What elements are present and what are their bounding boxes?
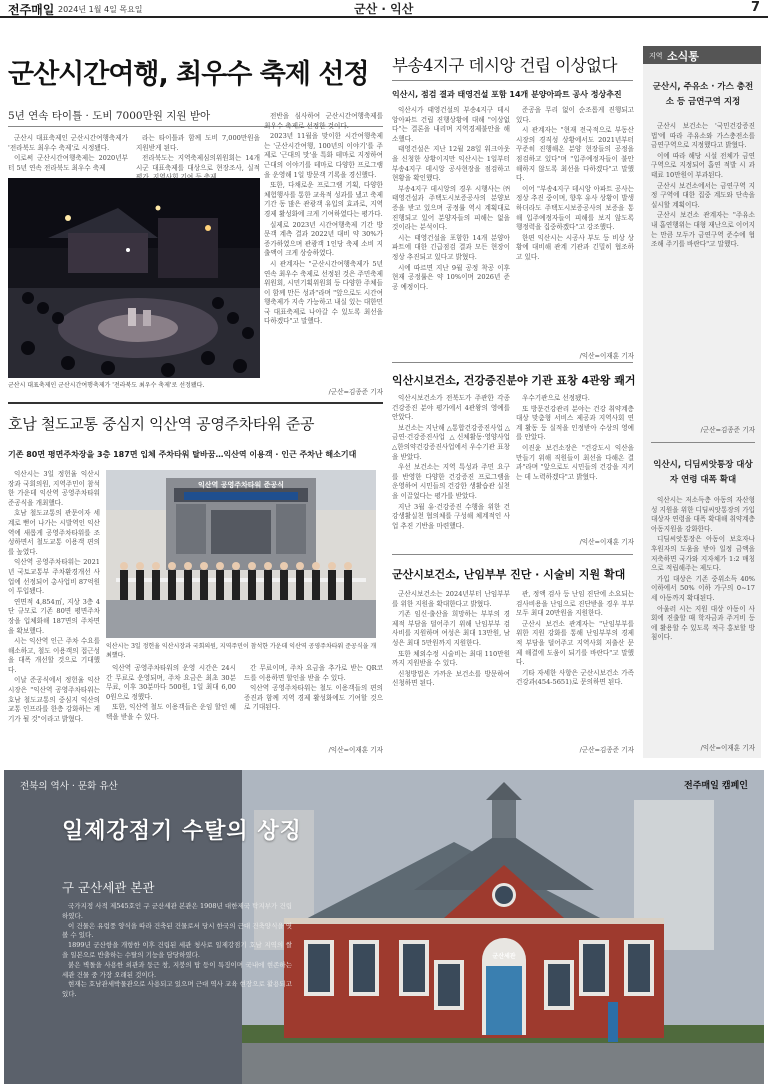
a1-headline: 군산시간여행, 최우수 축제 선정 [8,59,369,90]
sidebar-item-2-body: 익산시는 저소득층 아동의 자산형성 지원을 위한 디딤씨앗통장의 가입대상자 연령을 대폭 확대해 취약계층 아동지원을 강화한다. 디딤씨앗통장은 아동이 보호자나 후원자의 도움을 받아 일정 금액을 저축하면 국가와 지자체가 1:2 매칭으로 적립해주는 제도다. 가입 대상은 기존 중위소득 40% 이하에서 50% 이하 가구의 0~17세 아동까지 확대된다. 아울러 시는 지원 대상 아동이 사회에 진출할 때 학자금과 주거비 등에 활용할 수 있도록 적극 홍보할 방침이다. [651,496,755,642]
a3-byline: /익산=이재훈 기자 [579,538,634,546]
a1-byline: /군산=김종준 기자 [328,388,383,396]
a2-subheadline: 익산시, 점검 결과 태영건설 포함 14개 분양아파트 공사 정상추진 [392,90,622,99]
a4-column-3: 간 무료이며, 주차 요금을 추가로 받는 QR코드를 이용하면 할인을 받을 수 있다. 익산역 공영주차타워는 철도 이용객들의 편의 증진과 함께 지역 경제 활성화에도 기여할 것으로 기대된다. [244,664,383,712]
feature-campaign-label: 전주매일 캠페인 [684,781,748,791]
page-number: 7 [750,0,760,15]
building-sign: 군산세관 [492,953,516,960]
a1-subheadline: 5년 연속 타이틀 · 도비 7000만원 지원 받아 [8,110,211,122]
sidebar-item-2-byline: /익산=이재훈 기자 [700,744,755,752]
a4-column-2: 익산역 공영주차타워의 운영 시간은 24시간 무료로 운영되며, 주차 요금은 최초 30분 무료, 이후 30분마다 500원, 1일 최대 6,000원으로 정했다. 또한, 익산역 철도 이용객들은 운임 할인 혜택을 받을 수 있다. [106,664,236,721]
a5-headline: 군산시보건소, 난임부부 진단 · 시술비 지원 확대 [392,568,626,581]
heritage-feature [4,770,764,1084]
a2-headline: 부송4지구 데시앙 건립 이상없다 [392,56,617,75]
a2-byline: /익산=이재훈 기자 [579,352,634,360]
a1-column-3: 전반을 심사하여 군산시간여행축제를 최우수 축제로 선정한 것이다. 2023년 11월을 맞이한 시간여행축제는 '군산시간여행, 100년의 이야기'를 주제로 '근대의 맛'을 특화 테마로 지정하여 근대의 이야기를 테마로 다양한 프로그램을 운영해 1일 방문객 기록을 경신했다. 또한, 다채로운 프로그램 기획, 다양한 체험행사를 통한 교육적 성과를 냈고 축제기간 동 많은 관광객 유입의 효과로, 지역경제 활성화에 크게 기여하였다는 평가다. 실제로 2023년 시간여행축제 기간 방문객 계측 결과 2022년 대비 약 30%가 증가하였으며 관광객 1인당 축제 소비 지출액이 크게 상승하였다. 시 관계자는 "군산시간여행축제가 5년 연속 최우수 축제로 선정된 것은 주민축제위원회, 시민기획위원회 등 다양한 주체들이 함께 만든 성과"라며 "앞으로도 시간여행축제가 지속 가능하고 내실 있는 대한민국 대표축제로 나아갈 수 있도록 최선을 다하겠다"고 말했다. [264,112,383,326]
a5-column-1: 군산시보건소는 2024년부터 난임부부를 위한 지원을 확대한다고 밝혔다. 기존 임신·출산을 희망하는 부부의 경제적 부담을 덜어주기 위해 난임부부 검사비를 지원하며 여성은 최대 13만원, 남성은 최대 5만원까지 지원한다. 또한 체외수정 시술비는 최대 110만원까지 지원받을 수 있다. 신청방법은 가까운 보건소를 방문하여 신청하면 된다. [392,590,510,688]
divider [392,80,633,81]
a1-column-2: 라는 타이틀과 함께 도비 7,000만원을 지원받게 된다. 전라북도는 지역축제심의위원회는 14개 시군 대표축제를 대상으로 현장조사, 실적 [136,134,260,172]
divider [8,402,383,404]
page-header [0,0,768,18]
a3-column-2: 우수기관으로 선정됐다. 또 방문건강관리 분야는 건강 취약계층 대상 맞춤형 서비스 제공과 지역사회 연계 활동 등 실적을 인정받아 수상의 영예를 안았다. 이진윤 보건소장은 "건강도시 익산을 만들기 위해 직원들이 최선을 다해온 결과"라며 "앞으로도 시민들의 건강을 지키는 데 노력하겠다"고 밝혔다. [516,394,634,481]
local-news-sidebar [643,46,761,758]
a4-headline: 호남 철도교통 중심지 익산역 공영주차타워 준공 [8,415,315,433]
divider [392,554,633,555]
sidebar-item-2-title: 익산시, 디딤씨앗통장 대상자 연령 대폭 확대 [653,460,753,485]
sidebar-item-1-body: 군산시 보건소는 '국민건강증진법'에 따라 주유소와 가스충전소를 금연구역으로 지정했다고 밝혔다. 이에 따라 해당 시설 전체가 금연구역으로 지정되어 흡연 적발 시 과태료 10만원이 부과된다. 군산시 보건소에서는 금연구역 지정 구역에 대한 집중 계도와 단속을 실시할 계획이다. 군산시 보건소 관계자는 "주유소 내 흡연행위는 대형 재난으로 이어지는 만큼 모두가 금연구역 준수에 협조해 주기를 바란다"고 말했다. [651,122,755,249]
sidebar-item-1-title: 군산시, 주유소 · 가스 충전소 등 금연구역 지정 [652,82,754,107]
feature-subheadline: 구 군산세관 본관 [62,880,155,895]
feature-series-name: 전북의 역사 · 문화 유산 [20,781,118,792]
a1-photo-caption: 군산시 대표축제인 군산시간여행축제가 '전라북도 최우수 축제'로 선정됐다. [8,382,205,389]
issue-date: 2024년 1월 4일 목요일 [58,5,143,14]
feature-headline: 일제강점기 수탈의 상징 [62,819,302,844]
a1-column-1: 군산시 대표축제인 군산시간여행축제가 '전라북도 최우수 축제'로 시정됐다. 이로써 군산시간여행축제는 2020년부터 5년 연속 전라북도 최우수 축제 [8,134,128,172]
a5-byline: /군산=김종준 기자 [579,746,634,754]
a2-column-2: 준공을 무리 없이 순조롭게 진행되고 있다. 시 관계자는 "현재 전국적으로 부동산 시장의 경직성 상황에서도 2021년부터 꾸준히 진행해온 분양 현장들의 공정을 점검하고 있다"며 "입주예정자들이 불안해하지 않도록 최선을 다하겠다"고 말했다. 이어 "부송4지구 데시앙 아파트 공사는 정상 추진 중이며, 향후 유사 상황이 발생하더라도 주택도시보증공사의 보증을 통해 입주예정자들이 피해를 보지 않도록 행정력을 집중하겠다"고 강조했다. 한편 익산시는 시공사 부도 등 비상 상황에 대비해 관계 기관과 긴밀히 협조하고 있다. [516,106,634,261]
a4-byline: /익산=이재훈 기자 [328,746,383,754]
a2-column-1: 익산시가 태영건설의 부송4지구 데시앙아파트 건립 진행상황에 대해 "이상없다"는 결론을 내리며 지역경제불안을 해소했다. 태영건설은 지난 12월 28일 워크아웃을 신청한 상황이지만 익산시는 1일부터 부송4지구 데시앙 공사현장을 점검하고 현황을 확인했다. 부송4지구 데시앙의 경우 시행사는 ㈜태영건설과 주택도시보증공사의 분양보증을 받고 있으며 공정률 역시 계획대로 진행되고 있어 분양자들의 피해는 없을 것이라는 분석이다. 시는 태영건설을 포함한 14개 분양아파트에 대한 긴급점검 결과 모든 현장이 정상 추진되고 있다고 밝혔다. 시에 따르면 지난 9월 공정 착공 이후 현재 공정률은 약 10%이며 2026년 준공 예정이다. [392,106,510,291]
a4-subheadline: 기존 80면 평면주차장을 3층 187면 입체 주차타워 탈바꿈…익산역 이용객 · 인근 주차난 해소기대 [8,450,357,459]
ceremony-photo [106,470,376,638]
a4-column-1: 익산시는 3일 정헌율 익산시장과 국회의원, 지역주민이 참석한 가운데 익산역 공영주차타워 준공식을 개최했다. 호남 철도교통의 관문이자 세계로 뻗어 나가는 시발역인 익산역에 새롭게 공영주차타워를 조성하면서 철도교통 이용객 편의를 높였다. 익산역 공영주차타워는 2021년 국토교통부 주차환경개선 사업에 선정되어 총사업비 87억원이 투입됐다. 연면적 4,854㎡, 지상 3층 4단 규모로 기존 80면 평면주차장을 입체화해 187면의 주차면을 확보했다. 시는 익산역 인근 주차 수요를 해소하고, 철도 이용객의 접근성을 대폭 개선할 것으로 기대했다. 이날 준공식에서 정헌율 익산시장은 "익산역 공영주차타워는 호남 철도교통의 중심지 익산의 교통 인프라를 한층 강화하는 계기가 될 것"이라고 밝혔다. [8,470,100,723]
festival-photo [8,178,260,378]
newspaper-logo: 전주매일 [8,3,55,17]
section-title: 군산 · 익산 [354,2,414,16]
sidebar-header: 지역 소식통 [643,46,761,64]
a5-column-2: 관, 정액 검사 등 난임 진단에 소요되는 검사비용을 난임으로 진단받을 경우 부부 모두 최대 20만원을 지원한다. 군산시 보건소 관계자는 "난임부부를 위한 지원 강화를 통해 난임부부의 경제적 부담을 덜어주고 지역사회 저출산 문제 해결에 도움이 되기를 바란다"고 말했다. 기타 자세한 사항은 군산시보건소 가족건강과(454-5651)로 문의하면 된다. [516,590,634,687]
a3-headline: 익산시보건소, 건강증진분야 기관 표창 4관왕 쾌거 [392,374,636,387]
feature-body: 국가지정 사적 제545호인 구 군산세관 본관은 1908년 대한제국 탁지부가 건립하였다. 이 건물은 유럽풍 양식을 따라 건축된 건물로서 당시 한국의 근대 건축양식을 엿볼 수 있다. 1899년 군산항을 개항한 이후 건립된 세관 청사로 일제강점기 호남 지역의 쌀을 일본으로 반출하는 수탈의 기능을 담당하였다. 붉은 벽돌을 사용한 외관과 둥근 창, 지붕의 탑 등이 특징이며 국내에 현존하는 세관 건물 중 가장 오래된 것이다. 현재는 호남관세박물관으로 사용되고 있으며 근대 역사 교육 현장으로 활용되고 있다. [62,902,292,999]
ceremony-banner: 익산역 공영주차타워 준공식 [197,481,285,489]
divider [651,442,755,443]
sidebar-item-1-byline: /군산=김종준 기자 [700,426,755,434]
a4-photo-caption: 익산시는 3일 정헌율 익산시장과 국회의원, 지역주민이 참석한 가운데 익산역 공영주차타워 준공식을 개최했다. [106,643,377,659]
a3-column-1: 익산시보건소가 전북도가 주관한 각종 건강증진 분야 평가에서 4관왕의 영예를 안았다. 보건소는 지난해 △통합건강증진사업 △금연·건강증진사업 △신체활동·영양사업 △한의약건강증진사업에서 우수기관 표창을 받았다. 우선 보건소는 지역 특성과 주민 요구를 반영한 다양한 건강증진 프로그램을 운영하여 시민들의 건강한 생활습관 실천을 이끌었다는 평가를 받았다. 지난 3월 유·건강증진 수행을 위한 건강생활실천 협의체를 구성해 체계적인 사업 추진 기반을 마련했다. [392,394,510,530]
divider [392,362,633,363]
